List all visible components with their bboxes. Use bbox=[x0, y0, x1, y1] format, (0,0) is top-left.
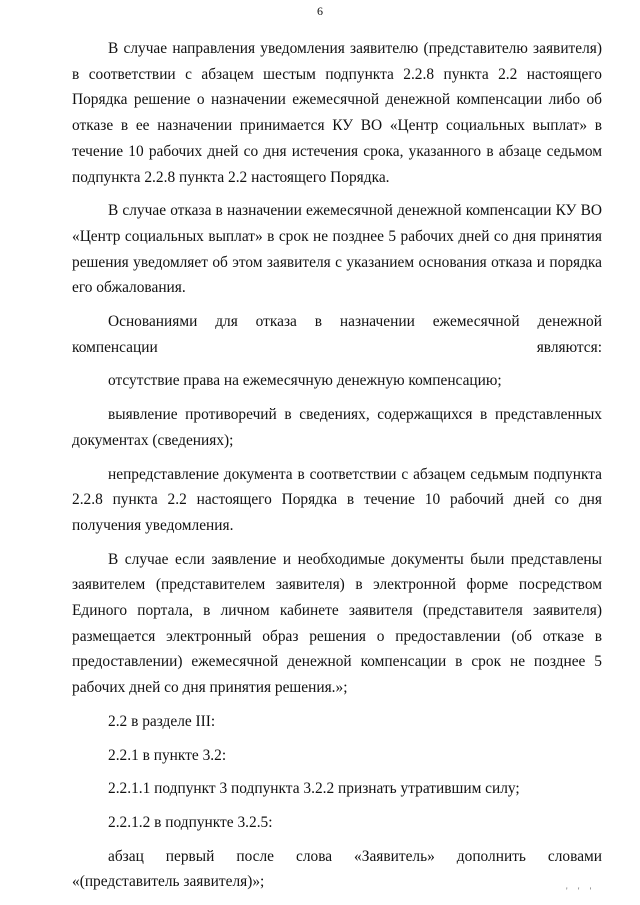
list-item-contradictions: выявление противоречий в сведениях, содержащихся в представленных документах (сведениях); bbox=[72, 406, 602, 449]
list-item-no-right: отсутствие права на ежемесячную денежную компенсацию; bbox=[108, 372, 502, 390]
amendment-subclause-3-2-2: 2.2.1.1 подпункт 3 подпункта 3.2.2 признать утратившим силу; bbox=[108, 780, 520, 798]
document-body bbox=[72, 36, 602, 895]
amendment-subclause-3-2-5: 2.2.1.2 в подпункте 3.2.5: bbox=[108, 813, 273, 831]
paragraph-electronic-submission: В случае если заявление и необходимые документы были представлены заявителем (представителем заявителя) в электронной форме посредством Единого портала, в личном кабинете заявителя (представителя заявителя) размещается электронный образ решения о предоставлении (об отказе в предоставлении) ежемесячной денежной компенсации в срок не позднее 5 рабочих дней со дня принятия решения.»; bbox=[72, 550, 602, 697]
paragraph-refusal-notice: В случае отказа в назначении ежемесячной денежной компенсации КУ ВО «Центр социальных выплат» в срок не позднее 5 рабочих дней со дня принятия решения уведомляет об этом заявителя с указанием основания отказа и порядка его обжалования. bbox=[72, 202, 602, 297]
amendment-section-3: 2.2 в разделе III: bbox=[108, 712, 216, 730]
paragraph-refusal-grounds-intro: Основаниями для отказа в назначении ежемесячной денежной компенсации являются: bbox=[72, 313, 602, 356]
list-item-document-not-submitted: непредставление документа в соответствии с абзацем седьмым подпункта 2.2.8 пункта 2.2 настоящего Порядка в течение 10 рабочий дней со дня получения уведомления. bbox=[72, 465, 602, 534]
amendment-clause-3-2: 2.2.1 в пункте 3.2: bbox=[108, 746, 227, 764]
amendment-first-paragraph: абзац первый после слова «Заявитель» дополнить словами «(представитель заявителя)»; bbox=[72, 847, 602, 891]
paragraph-notification-decision: В случае направления уведомления заявителю (представителю заявителя) в соответствии с абзацем шестым подпункта 2.2.8 пункта 2.2 настоящего Порядка решение о назначении ежемесячной денежной компенсации либо об отказе в ее назначении принимается КУ ВО «Центр социальных выплат» в течение 10 рабочих дней со дня истечения срока, указанного в абзаце седьмом подпункта 2.2.8 пункта 2.2 настоящего Порядка. bbox=[72, 40, 602, 186]
scan-artifact-marks: ' ' ' bbox=[566, 886, 596, 896]
page-number: 6 bbox=[317, 4, 323, 18]
